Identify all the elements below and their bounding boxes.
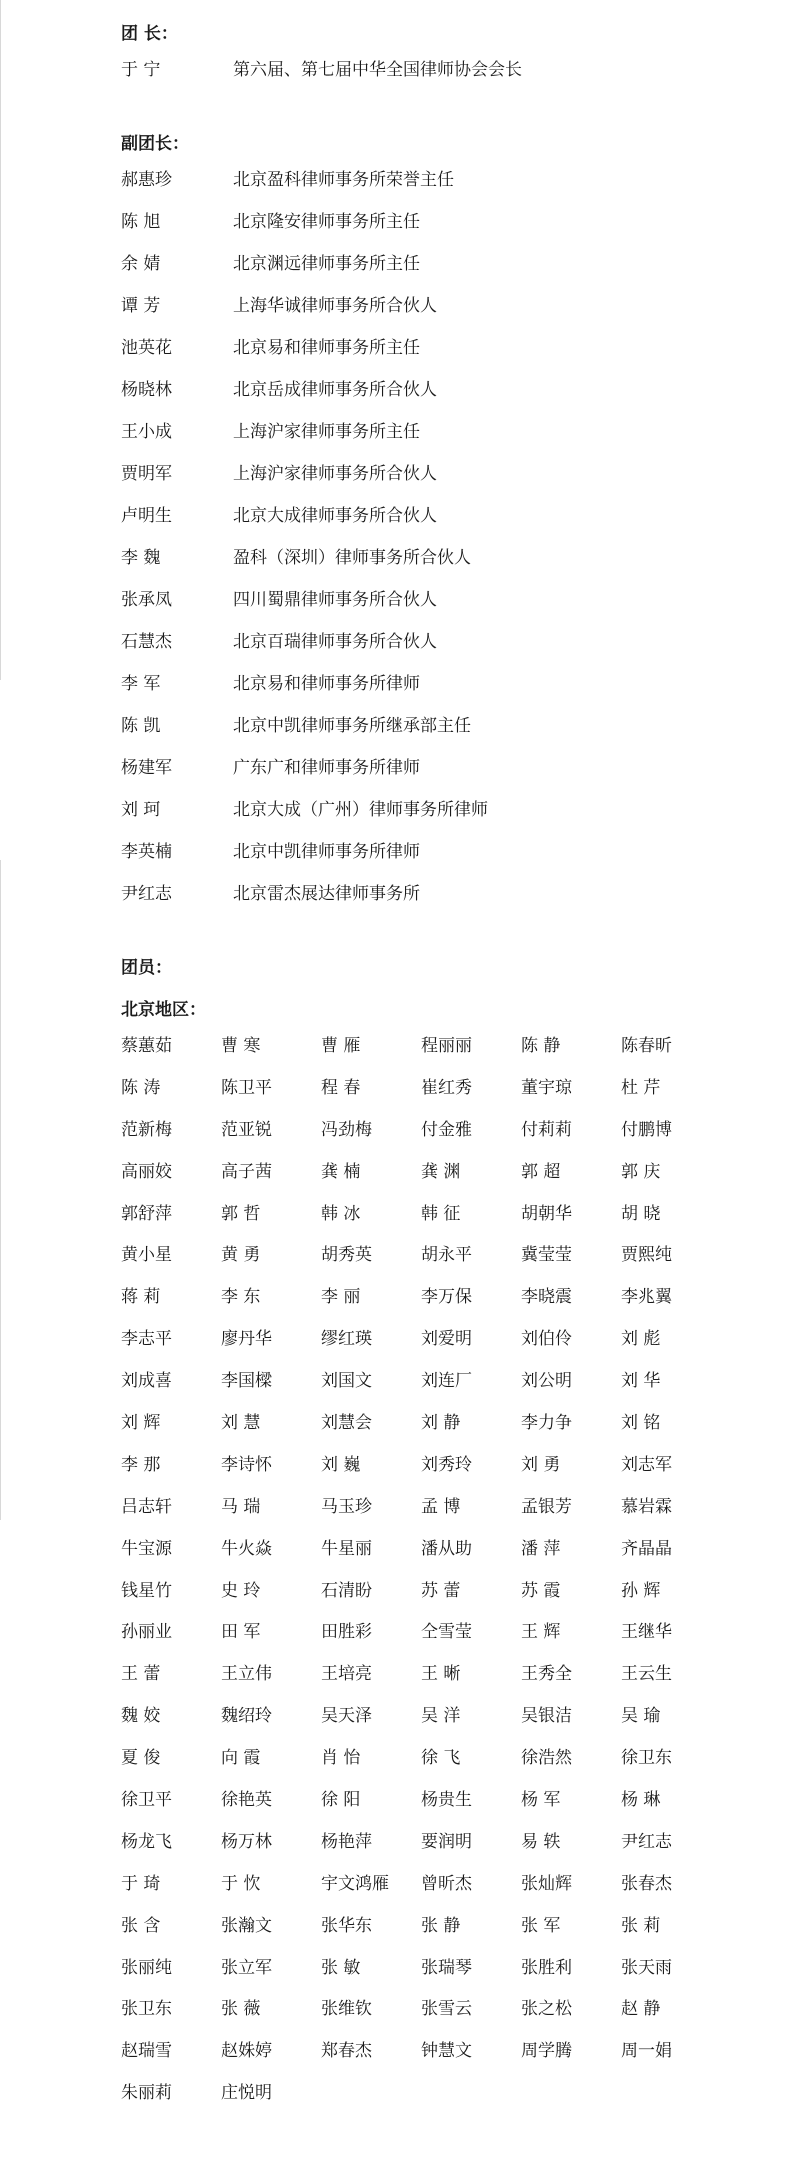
member-title: 北京隆安律师事务所主任 bbox=[233, 211, 420, 232]
member-cell: 张 静 bbox=[421, 1915, 461, 1936]
member-cell: 陈春昕 bbox=[621, 1036, 672, 1056]
leader-list bbox=[121, 46, 761, 88]
member-title: 北京百瑞律师事务所合伙人 bbox=[233, 631, 437, 652]
member-cell: 刘 巍 bbox=[321, 1454, 361, 1475]
member-cell: 李国樑 bbox=[221, 1371, 272, 1392]
member-name: 张承凤 bbox=[121, 589, 172, 610]
member-cell: 周学腾 bbox=[521, 2041, 572, 2062]
member-cell: 杨艳萍 bbox=[321, 1831, 372, 1852]
member-cell: 刘慧会 bbox=[321, 1413, 372, 1434]
member-cell: 胡永平 bbox=[421, 1245, 472, 1266]
member-cell: 田 军 bbox=[221, 1622, 261, 1643]
deputies-heading: 副团长： bbox=[121, 134, 189, 154]
member-cell: 高丽姣 bbox=[121, 1161, 172, 1182]
member-name: 王小成 bbox=[121, 421, 172, 442]
member-cell: 宇文鸿雁 bbox=[321, 1873, 389, 1894]
member-cell: 刘 辉 bbox=[121, 1413, 161, 1434]
member-cell: 付鹏博 bbox=[621, 1119, 672, 1140]
deputy-row bbox=[121, 786, 761, 828]
member-cell: 王 辉 bbox=[521, 1622, 561, 1643]
member-cell: 李诗怀 bbox=[221, 1454, 272, 1475]
section-gap bbox=[121, 88, 761, 132]
member-cell: 刘 静 bbox=[421, 1413, 461, 1434]
member-cell: 孟银芳 bbox=[521, 1496, 572, 1517]
member-title: 上海沪家律师事务所合伙人 bbox=[233, 463, 437, 484]
member-cell: 马玉珍 bbox=[321, 1496, 372, 1517]
member-title: 北京大成律师事务所合伙人 bbox=[233, 505, 437, 526]
member-cell: 杨万林 bbox=[221, 1831, 272, 1852]
member-cell: 齐晶晶 bbox=[621, 1538, 672, 1559]
member-name: 杨晓林 bbox=[121, 379, 172, 400]
member-cell: 赵 静 bbox=[621, 1999, 661, 2020]
member-cell: 刘 彪 bbox=[621, 1329, 661, 1350]
member-cell: 蔡蕙茹 bbox=[121, 1036, 172, 1056]
member-cell: 刘 华 bbox=[621, 1371, 661, 1392]
deputy-row bbox=[121, 240, 761, 282]
member-cell: 夏 俊 bbox=[121, 1748, 161, 1769]
leader-row bbox=[121, 46, 761, 88]
section-gap bbox=[121, 912, 761, 956]
region-heading: 北京地区： bbox=[121, 1000, 206, 1020]
member-cell: 程 春 bbox=[321, 1077, 361, 1098]
member-cell: 郭 超 bbox=[521, 1161, 561, 1182]
member-cell: 高子茜 bbox=[221, 1161, 272, 1182]
member-cell: 徐卫东 bbox=[621, 1748, 672, 1769]
member-cell: 曹 寒 bbox=[221, 1036, 261, 1056]
member-cell: 李志平 bbox=[121, 1329, 172, 1350]
member-title: 北京中凯律师事务所继承部主任 bbox=[233, 715, 471, 736]
member-cell: 王 蕾 bbox=[121, 1664, 161, 1685]
member-title: 北京大成（广州）律师事务所律师 bbox=[233, 799, 488, 820]
member-cell: 钟慧文 bbox=[421, 2041, 472, 2062]
member-cell: 张 含 bbox=[121, 1915, 161, 1936]
member-cell: 张灿辉 bbox=[521, 1873, 572, 1894]
member-cell: 胡秀英 bbox=[321, 1245, 372, 1266]
member-cell: 刘连厂 bbox=[421, 1371, 472, 1392]
member-cell: 张丽纯 bbox=[121, 1957, 172, 1978]
deputy-row bbox=[121, 744, 761, 786]
member-cell: 刘伯伶 bbox=[521, 1329, 572, 1350]
member-cell: 钱星竹 bbox=[121, 1580, 172, 1601]
member-cell: 李 东 bbox=[221, 1287, 261, 1308]
left-edge-line bbox=[0, 0, 1, 680]
member-cell: 张瑞琴 bbox=[421, 1957, 472, 1978]
member-cell: 杨贵生 bbox=[421, 1790, 472, 1811]
member-name: 陈 旭 bbox=[121, 211, 161, 232]
member-cell: 王秀全 bbox=[521, 1664, 572, 1685]
member-cell: 徐卫平 bbox=[121, 1790, 172, 1811]
member-name: 尹红志 bbox=[121, 883, 172, 904]
members-heading: 团员： bbox=[121, 958, 172, 978]
left-edge-line-lower bbox=[0, 860, 1, 1520]
deputy-row bbox=[121, 828, 761, 870]
member-cell: 张春杰 bbox=[621, 1873, 672, 1894]
member-cell: 张 莉 bbox=[621, 1915, 661, 1936]
member-name: 余 婧 bbox=[121, 253, 161, 274]
member-cell: 吴天泽 bbox=[321, 1706, 372, 1727]
member-cell: 胡 晓 bbox=[621, 1203, 661, 1224]
member-title: 北京中凯律师事务所律师 bbox=[233, 841, 420, 862]
member-cell: 刘 勇 bbox=[521, 1454, 561, 1475]
member-title: 北京雷杰展达律师事务所 bbox=[233, 883, 420, 904]
member-cell: 廖丹华 bbox=[221, 1329, 272, 1350]
member-cell: 陈 静 bbox=[521, 1036, 561, 1056]
leader-heading: 团 长： bbox=[121, 24, 178, 44]
member-cell: 尹红志 bbox=[621, 1831, 672, 1852]
member-cell: 陈 涛 bbox=[121, 1077, 161, 1098]
member-name: 卢明生 bbox=[121, 505, 172, 526]
member-cell: 于 忺 bbox=[221, 1873, 261, 1894]
member-cell: 牛火焱 bbox=[221, 1538, 272, 1559]
member-cell: 杨龙飞 bbox=[121, 1831, 172, 1852]
member-cell: 慕岩霖 bbox=[621, 1496, 672, 1517]
member-cell: 朱丽莉 bbox=[121, 2083, 172, 2104]
member-cell: 徐 飞 bbox=[421, 1748, 461, 1769]
delegation-list bbox=[121, 22, 761, 2115]
member-cell: 王立伟 bbox=[221, 1664, 272, 1685]
member-cell: 张 薇 bbox=[221, 1999, 261, 2020]
member-cell: 杜 芹 bbox=[621, 1077, 661, 1098]
member-cell: 肖 怡 bbox=[321, 1748, 361, 1769]
member-cell: 郭 庆 bbox=[621, 1161, 661, 1182]
member-cell: 龚 渊 bbox=[421, 1161, 461, 1182]
member-cell: 刘成喜 bbox=[121, 1371, 172, 1392]
member-cell: 刘秀玲 bbox=[421, 1454, 472, 1475]
deputy-row bbox=[121, 492, 761, 534]
deputy-row bbox=[121, 450, 761, 492]
member-name: 李 魏 bbox=[121, 547, 161, 568]
member-cell: 杨 军 bbox=[521, 1790, 561, 1811]
member-cell: 牛星丽 bbox=[321, 1538, 372, 1559]
deputy-row bbox=[121, 282, 761, 324]
member-title: 北京易和律师事务所律师 bbox=[233, 673, 420, 694]
member-cell: 王培亮 bbox=[321, 1664, 372, 1685]
member-cell: 张华东 bbox=[321, 1915, 372, 1936]
deputy-row bbox=[121, 660, 761, 702]
member-cell: 程丽丽 bbox=[421, 1036, 472, 1056]
member-cell: 要润明 bbox=[421, 1831, 472, 1852]
deputy-list bbox=[121, 156, 761, 912]
member-cell: 韩 征 bbox=[421, 1203, 461, 1224]
member-cell: 胡朝华 bbox=[521, 1203, 572, 1224]
member-name: 于 宁 bbox=[121, 59, 161, 80]
member-cell: 仝雪莹 bbox=[421, 1622, 472, 1643]
member-cell: 张瀚文 bbox=[221, 1915, 272, 1936]
member-cell: 李力争 bbox=[521, 1413, 572, 1434]
member-cell: 吕志轩 bbox=[121, 1496, 172, 1517]
member-cell: 李 丽 bbox=[321, 1287, 361, 1308]
member-title: 北京盈科律师事务所荣誉主任 bbox=[233, 169, 454, 190]
member-title: 上海沪家律师事务所主任 bbox=[233, 421, 420, 442]
deputy-row bbox=[121, 702, 761, 744]
member-cell: 黄 勇 bbox=[221, 1245, 261, 1266]
member-cell: 曾昕杰 bbox=[421, 1873, 472, 1894]
member-name: 郝惠珍 bbox=[121, 169, 172, 190]
member-cell: 贾熙纯 bbox=[621, 1245, 672, 1266]
member-cell: 杨 琳 bbox=[621, 1790, 661, 1811]
member-cell: 史 玲 bbox=[221, 1580, 261, 1601]
member-cell: 范亚锐 bbox=[221, 1119, 272, 1140]
member-cell: 孟 博 bbox=[421, 1496, 461, 1517]
member-cell: 徐浩然 bbox=[521, 1748, 572, 1769]
member-cell: 周一娟 bbox=[621, 2041, 672, 2062]
deputy-row bbox=[121, 534, 761, 576]
member-cell: 龚 楠 bbox=[321, 1161, 361, 1182]
member-title: 北京易和律师事务所主任 bbox=[233, 337, 420, 358]
member-cell: 苏 霞 bbox=[521, 1580, 561, 1601]
member-name: 池英花 bbox=[121, 337, 172, 358]
member-name: 李英楠 bbox=[121, 841, 172, 862]
member-cell: 刘公明 bbox=[521, 1371, 572, 1392]
member-cell: 王 晰 bbox=[421, 1664, 461, 1685]
member-cell: 张之松 bbox=[521, 1999, 572, 2020]
member-cell: 张 军 bbox=[521, 1915, 561, 1936]
member-name: 陈 凯 bbox=[121, 715, 161, 736]
member-cell: 吴 瑜 bbox=[621, 1706, 661, 1727]
member-cell: 付莉莉 bbox=[521, 1119, 572, 1140]
member-name: 杨建军 bbox=[121, 757, 172, 778]
member-cell: 刘国文 bbox=[321, 1371, 372, 1392]
deputy-row bbox=[121, 618, 761, 660]
member-cell: 陈卫平 bbox=[221, 1077, 272, 1098]
member-cell: 张维钦 bbox=[321, 1999, 372, 2020]
member-cell: 向 霞 bbox=[221, 1748, 261, 1769]
member-cell: 魏绍玲 bbox=[221, 1706, 272, 1727]
member-name: 李 军 bbox=[121, 673, 161, 694]
deputy-row bbox=[121, 198, 761, 240]
member-cell: 王继华 bbox=[621, 1622, 672, 1643]
member-cell: 董宇琼 bbox=[521, 1077, 572, 1098]
member-cell: 郑春杰 bbox=[321, 2041, 372, 2062]
member-cell: 刘 铭 bbox=[621, 1413, 661, 1434]
member-cell: 李兆翼 bbox=[621, 1287, 672, 1308]
member-cell: 于 琦 bbox=[121, 1873, 161, 1894]
member-title: 广东广和律师事务所律师 bbox=[233, 757, 420, 778]
member-cell: 张卫东 bbox=[121, 1999, 172, 2020]
member-cell: 马 瑞 bbox=[221, 1496, 261, 1517]
member-cell: 吴银洁 bbox=[521, 1706, 572, 1727]
deputy-row bbox=[121, 408, 761, 450]
member-cell: 刘 慧 bbox=[221, 1413, 261, 1434]
member-cell: 韩 冰 bbox=[321, 1203, 361, 1224]
member-cell: 李 那 bbox=[121, 1454, 161, 1475]
member-cell: 徐 阳 bbox=[321, 1790, 361, 1811]
member-grid bbox=[121, 1026, 761, 2115]
member-name: 贾明军 bbox=[121, 463, 172, 484]
member-cell: 范新梅 bbox=[121, 1119, 172, 1140]
deputy-row bbox=[121, 156, 761, 198]
member-cell: 吴 洋 bbox=[421, 1706, 461, 1727]
deputy-row bbox=[121, 576, 761, 618]
member-title: 盈科（深圳）律师事务所合伙人 bbox=[233, 547, 471, 568]
member-cell: 李晓震 bbox=[521, 1287, 572, 1308]
member-cell: 苏 蕾 bbox=[421, 1580, 461, 1601]
member-cell: 张 敏 bbox=[321, 1957, 361, 1978]
member-cell: 付金雅 bbox=[421, 1119, 472, 1140]
member-cell: 冀莹莹 bbox=[521, 1245, 572, 1266]
member-name: 谭 芳 bbox=[121, 295, 161, 316]
member-cell: 蒋 莉 bbox=[121, 1287, 161, 1308]
member-cell: 李万保 bbox=[421, 1287, 472, 1308]
member-cell: 黄小星 bbox=[121, 1245, 172, 1266]
member-cell: 潘从助 bbox=[421, 1538, 472, 1559]
member-cell: 刘爱明 bbox=[421, 1329, 472, 1350]
member-cell: 张雪云 bbox=[421, 1999, 472, 2020]
deputy-row bbox=[121, 870, 761, 912]
member-cell: 缪红瑛 bbox=[321, 1329, 372, 1350]
member-cell: 郭舒萍 bbox=[121, 1203, 172, 1224]
member-cell: 孙 辉 bbox=[621, 1580, 661, 1601]
member-cell: 易 轶 bbox=[521, 1831, 561, 1852]
member-title: 四川蜀鼎律师事务所合伙人 bbox=[233, 589, 437, 610]
member-cell: 孙丽业 bbox=[121, 1622, 172, 1643]
member-cell: 郭 哲 bbox=[221, 1203, 261, 1224]
member-title: 第六届、第七届中华全国律师协会会长 bbox=[233, 59, 522, 80]
member-title: 北京渊远律师事务所主任 bbox=[233, 253, 420, 274]
member-cell: 牛宝源 bbox=[121, 1538, 172, 1559]
member-cell: 张立军 bbox=[221, 1957, 272, 1978]
member-cell: 刘志军 bbox=[621, 1454, 672, 1475]
member-cell: 田胜彩 bbox=[321, 1622, 372, 1643]
member-cell: 张天雨 bbox=[621, 1957, 672, 1978]
member-cell: 石清盼 bbox=[321, 1580, 372, 1601]
member-cell: 赵姝婷 bbox=[221, 2041, 272, 2062]
deputy-row bbox=[121, 366, 761, 408]
member-name: 刘 珂 bbox=[121, 799, 161, 820]
member-cell: 崔红秀 bbox=[421, 1077, 472, 1098]
member-cell: 张胜利 bbox=[521, 1957, 572, 1978]
member-name: 石慧杰 bbox=[121, 631, 172, 652]
member-cell: 庄悦明 bbox=[221, 2083, 272, 2104]
member-cell: 赵瑞雪 bbox=[121, 2041, 172, 2062]
member-cell: 王云生 bbox=[621, 1664, 672, 1685]
deputy-row bbox=[121, 324, 761, 366]
member-title: 上海华诚律师事务所合伙人 bbox=[233, 295, 437, 316]
member-title: 北京岳成律师事务所合伙人 bbox=[233, 379, 437, 400]
member-cell: 冯劲梅 bbox=[321, 1119, 372, 1140]
member-cell: 徐艳英 bbox=[221, 1790, 272, 1811]
member-cell: 魏 姣 bbox=[121, 1706, 161, 1727]
member-cell: 潘 萍 bbox=[521, 1538, 561, 1559]
member-cell: 曹 雁 bbox=[321, 1036, 361, 1056]
